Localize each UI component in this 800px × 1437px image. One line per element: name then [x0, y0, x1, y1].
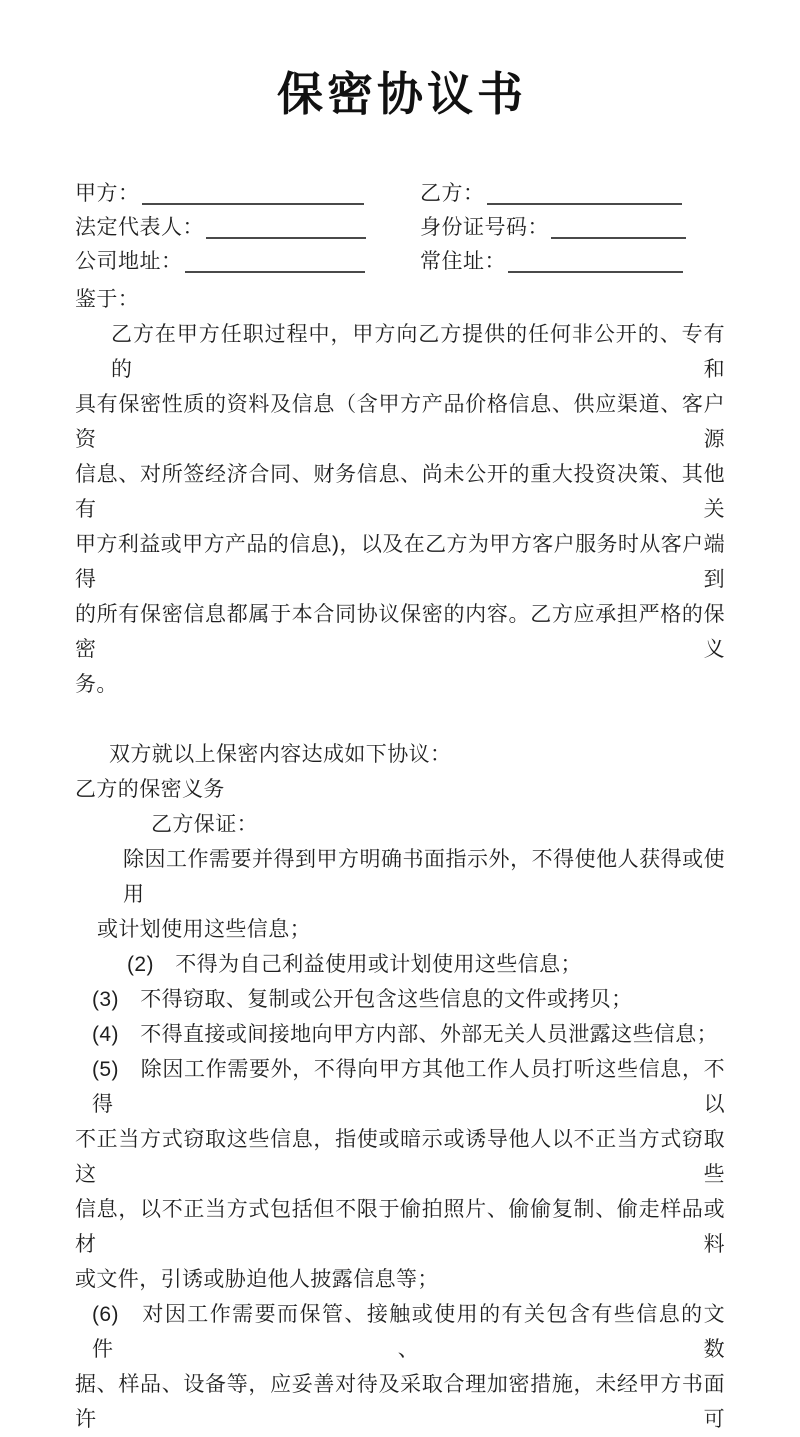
document-line: 除因工作需要并得到甲方明确书面指示外，不得使他人获得或使用 [123, 848, 725, 906]
document-line: 信息、对所签经济合同、财务信息、尚未公开的重大投资决策、其他有关 [75, 463, 725, 521]
field-party-b-label: 乙方： [420, 182, 485, 205]
fill-in-line [508, 257, 683, 273]
document-line: 甲方利益或甲方产品的信息)，以及在乙方为甲方客户服务时从客户端得到 [75, 533, 725, 591]
document-line: 具有保密性质的资料及信息（含甲方产品价格信息、供应渠道、客户资源 [75, 393, 725, 451]
document-line: (2) 不得为自己利益使用或计划使用这些信息； [127, 953, 582, 976]
fill-in-line [206, 223, 366, 239]
field-party-a-label: 甲方： [75, 182, 140, 205]
document-line: 据、样品、设备等，应妥善对待及采取合理加密措施，未经甲方书面许可 [75, 1373, 725, 1431]
fill-in-line [551, 223, 686, 239]
fill-in-line [487, 189, 682, 205]
field-residence-address [420, 245, 725, 279]
document-line: 信息，以不正当方式包括但不限于偷拍照片、偷偷复制、偷走样品或材料 [75, 1198, 725, 1256]
document-body [75, 282, 725, 1437]
document-line: 乙方的保密义务 [75, 778, 225, 801]
document-line: 双方就以上保密内容达成如下协议： [109, 743, 452, 766]
field-legal-representative [75, 211, 420, 245]
field-party-a [75, 177, 420, 211]
document-line: 的所有保密信息都属于本合同协议保密的内容。乙方应承担严格的保密义 [75, 603, 725, 661]
field-id-number [420, 211, 725, 245]
document-line: (6) 对因工作需要而保管、接触或使用的有关包含有些信息的文件、数 [92, 1303, 725, 1361]
party-fields [75, 177, 725, 279]
field-residence-address-label: 常住址： [420, 250, 506, 273]
document-line: 或计划使用这些信息； [97, 918, 311, 941]
document-line: 乙方保证： [151, 813, 258, 836]
document-line: (4) 不得直接或间接地向甲方内部、外部无关人员泄露这些信息； [92, 1023, 719, 1046]
document-line: 不正当方式窃取这些信息，指使或暗示或诱导他人以不正当方式窃取这些 [75, 1128, 725, 1186]
fill-in-line [185, 257, 365, 273]
document-line: 乙方在甲方任职过程中，甲方向乙方提供的任何非公开的、专有的和 [111, 323, 725, 381]
field-company-address [75, 245, 420, 279]
document-line: 务。 [75, 673, 118, 696]
document-line: 鉴于： [75, 288, 140, 311]
fill-in-line [142, 189, 364, 205]
field-legal-representative-label: 法定代表人： [75, 216, 204, 239]
blank-line [75, 702, 725, 737]
field-party-b [420, 177, 725, 211]
document-line: (5) 除因工作需要外，不得向甲方其他工作人员打听这些信息，不得以 [92, 1058, 725, 1116]
field-id-number-label: 身份证号码： [420, 216, 549, 239]
document-title: 保密协议书 [277, 68, 527, 120]
document-line: 或文件，引诱或胁迫他人披露信息等； [75, 1268, 439, 1291]
field-company-address-label: 公司地址： [75, 250, 183, 273]
document-line: (3) 不得窃取、复制或公开包含这些信息的文件或拷贝； [92, 988, 633, 1011]
